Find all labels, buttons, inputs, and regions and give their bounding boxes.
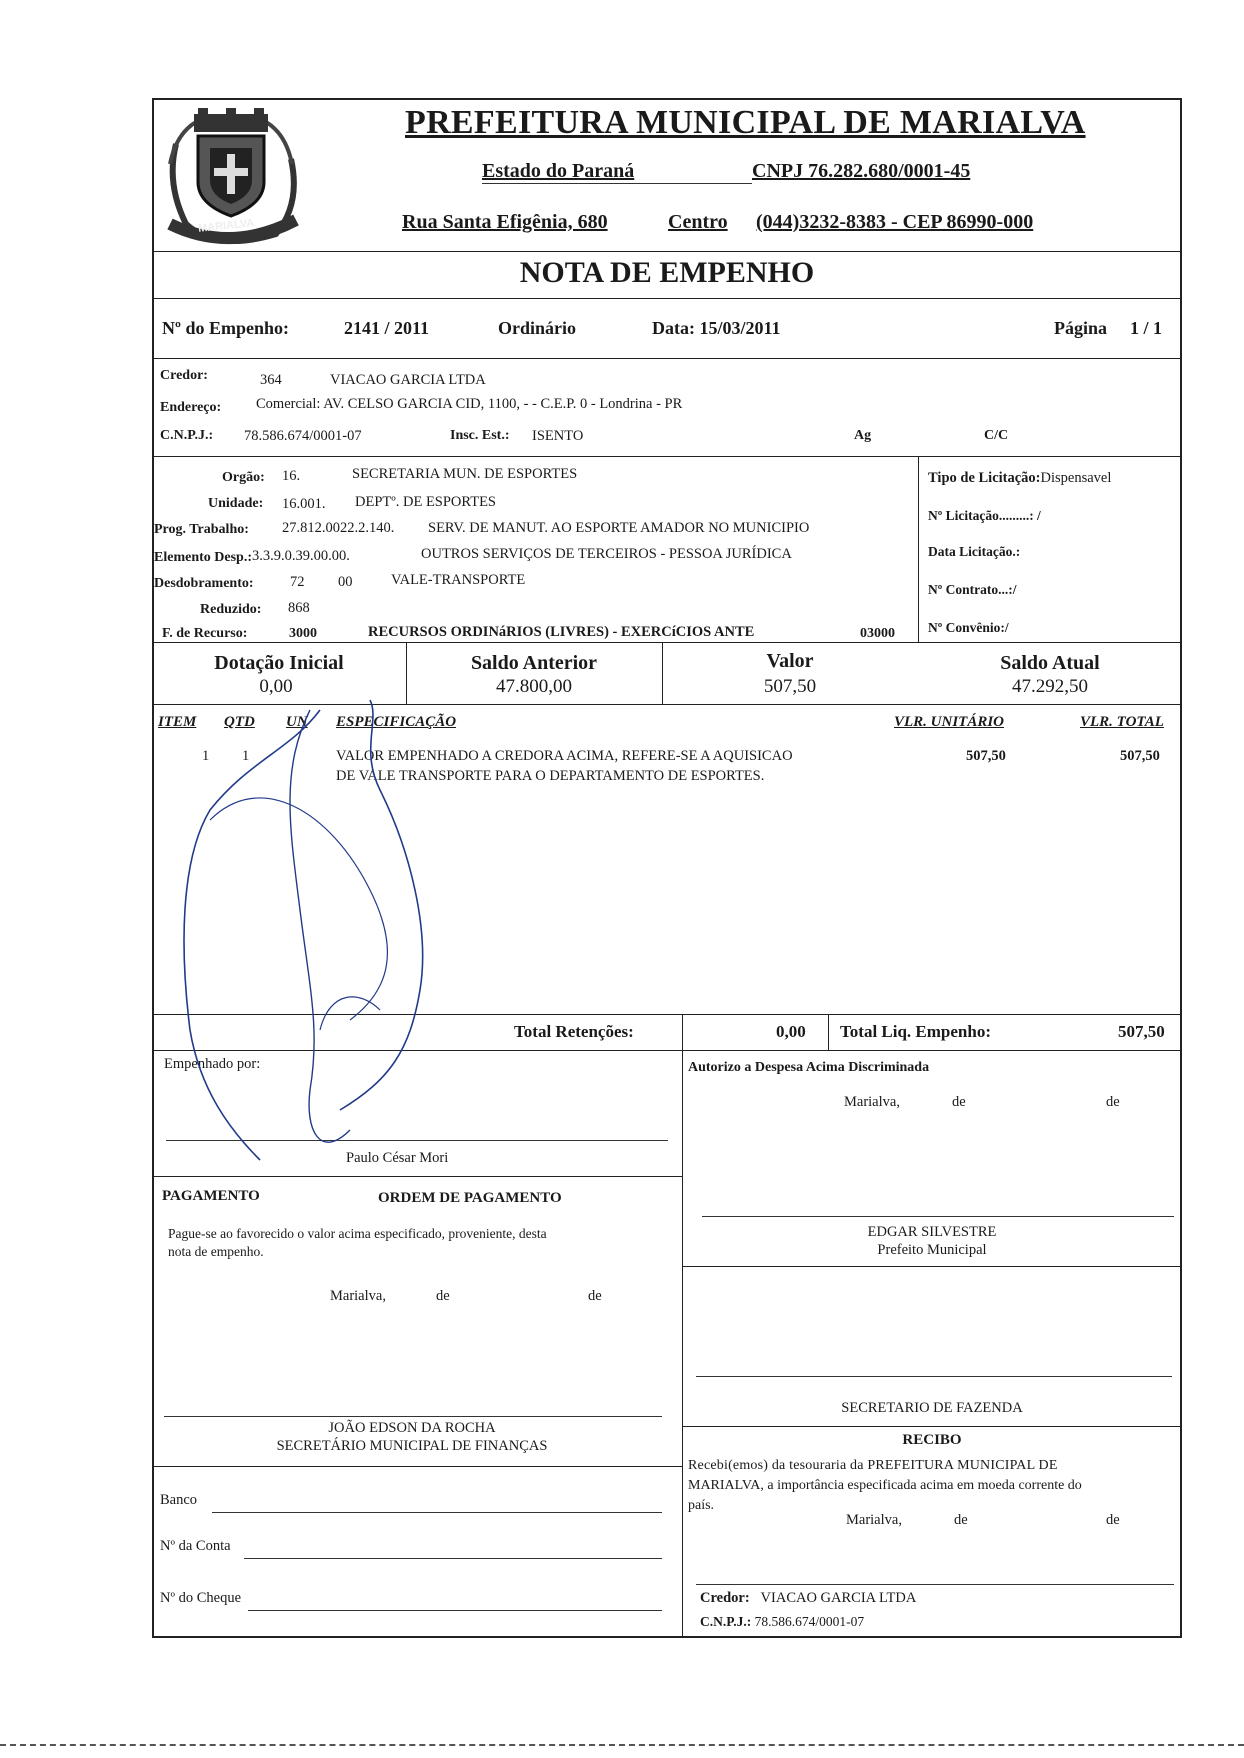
document-title: NOTA DE EMPENHO [519, 256, 815, 289]
address-label: Endereço: [160, 400, 222, 415]
pagamento-text-line-1: Pague-se ao favorecido o valor acima especificado, proveniente, desta [168, 1226, 547, 1241]
divider [828, 1014, 829, 1050]
elemento-label: Elemento Desp.: [154, 550, 252, 565]
org-address: Rua Santa Efigênia, 680 [402, 211, 608, 233]
recibo-credor [700, 1590, 916, 1607]
empenho-number: 2141 / 2011 [344, 318, 430, 338]
saldo-atual-value: 47.292,50 [1012, 676, 1088, 697]
pagamento-de-1: de [436, 1288, 450, 1304]
divider [918, 456, 919, 642]
credor-name: VIACAO GARCIA LTDA [330, 372, 486, 388]
saldo-atual-label: Saldo Atual [1000, 652, 1100, 674]
divider [682, 1266, 1182, 1267]
numero-convenio: Nº Convênio:/ [928, 620, 1009, 635]
fonte-recurso-label: F. de Recurso: [162, 626, 248, 641]
recibo-cnpj-value: 78.586.674/0001-07 [754, 1614, 865, 1629]
seal-banner-text: MARIALVA [197, 217, 255, 235]
divider [152, 298, 1182, 299]
divider [152, 1466, 682, 1467]
total-retencoes-label: Total Retenções: [514, 1022, 634, 1041]
numero-contrato: Nº Contrato...:/ [928, 582, 1017, 597]
org-district: Centro [668, 211, 728, 233]
divider [152, 1176, 682, 1177]
credor-cnpj: 78.586.674/0001-07 [244, 428, 362, 444]
saldo-anterior-value: 47.800,00 [496, 676, 572, 697]
desdobramento-name: VALE-TRANSPORTE [391, 572, 526, 588]
empenhado-signer: Paulo César Mori [346, 1150, 449, 1166]
prefeito-signature-line [702, 1216, 1174, 1217]
pagamento-city: Marialva, [330, 1288, 386, 1304]
recibo-text-line-3: país. [688, 1498, 715, 1513]
column-qtd: QTD [224, 714, 255, 730]
unidade-name: DEPTº. DE ESPORTES [355, 494, 496, 510]
credor-label: Credor: [160, 368, 208, 383]
tipo-licitacao-label: Tipo de Licitação: [928, 470, 1041, 486]
row-item: 1 [202, 748, 210, 764]
dotacao-inicial-value: 0,00 [259, 676, 293, 697]
reduzido-code: 868 [288, 600, 310, 616]
recibo-title: RECIBO [902, 1432, 962, 1448]
recibo-credor-name: VIACAO GARCIA LTDA [760, 1590, 917, 1606]
numero-cheque-label: Nº do Cheque [160, 1590, 242, 1606]
empenho-type: Ordinário [498, 318, 577, 338]
empenho-date: Data: 15/03/2011 [652, 318, 781, 338]
orgao-name: SECRETARIA MUN. DE ESPORTES [352, 466, 578, 482]
row-spec-line-2: DE VALE TRANSPORTE PARA O DEPARTAMENTO DE ESPORTES. [336, 768, 765, 784]
conta-corrente-label: C/C [984, 428, 1009, 443]
recibo-cnpj-label: C.N.P.J.: [700, 1614, 752, 1629]
elemento-name: OUTROS SERVIÇOS DE TERCEIROS - PESSOA JURÍDICA [421, 546, 792, 562]
credor-code: 364 [260, 372, 282, 388]
fonte-recurso-name: RECURSOS ORDINáRIOS (LIVRES) - EXERCíCIOS ANTE [368, 624, 755, 640]
column-valor-total: VLR. TOTAL [1080, 714, 1164, 730]
recibo-credor-label: Credor: [700, 1590, 750, 1606]
autorizo-city: Marialva, [844, 1094, 900, 1110]
total-liquido-value: 507,50 [1118, 1022, 1165, 1041]
recibo-cnpj [700, 1614, 864, 1630]
prefeito-name: EDGAR SILVESTRE [867, 1224, 997, 1240]
banco-label: Banco [160, 1492, 198, 1508]
desdobramento-label: Desdobramento: [154, 576, 254, 591]
orgao-label: Orgão: [222, 470, 265, 485]
tipo-licitacao [928, 470, 1111, 487]
total-retencoes-value: 0,00 [776, 1022, 806, 1041]
valor-label: Valor [766, 650, 814, 672]
municipal-seal-logo [156, 104, 306, 256]
pagamento-label: PAGAMENTO [162, 1188, 260, 1204]
dotacao-inicial-label: Dotação Inicial [214, 652, 344, 674]
valor-value: 507,50 [763, 676, 817, 697]
autorizo-label: Autorizo a Despesa Acima Discriminada [688, 1060, 930, 1075]
insc-label: Insc. Est.: [450, 428, 510, 443]
autorizo-de-2: de [1106, 1094, 1120, 1110]
prog-trabalho-code: 27.812.0022.2.140. [282, 520, 395, 536]
column-valor-unitario: VLR. UNITÁRIO [894, 714, 1005, 730]
unidade-label: Unidade: [208, 496, 264, 511]
page-edge-line [0, 1744, 1244, 1746]
row-total-value: 507,50 [1120, 748, 1160, 764]
unidade-code: 16.001. [282, 496, 326, 512]
prog-trabalho-label: Prog. Trabalho: [154, 522, 249, 537]
secretario-fazenda-role: SECRETARIO DE FAZENDA [841, 1400, 1023, 1416]
data-licitacao: Data Licitação.: [928, 544, 1021, 559]
divider [152, 642, 1182, 643]
numero-conta-field[interactable] [244, 1558, 662, 1559]
numero-cheque-field[interactable] [248, 1610, 662, 1611]
secretario-financas-name: JOÃO EDSON DA ROCHA [328, 1420, 496, 1436]
page-label: Página [1054, 318, 1108, 338]
cnpj-label: C.N.P.J.: [160, 428, 214, 443]
column-especificacao: ESPECIFICAÇÃO [336, 714, 457, 730]
prefeito-role: Prefeito Municipal [877, 1242, 987, 1258]
tipo-licitacao-value: Dispensavel [1040, 470, 1112, 486]
page-number: 1 / 1 [1130, 318, 1163, 338]
recibo-text-line-2: MARIALVA, a importância especificada acima em moeda corrente do [688, 1478, 1082, 1493]
recibo-city: Marialva, [846, 1512, 902, 1528]
secretario-financas-signature-line [164, 1416, 662, 1417]
row-unit-value: 507,50 [966, 748, 1006, 764]
secretario-fazenda-signature-line [696, 1376, 1172, 1377]
recibo-de-1: de [954, 1512, 968, 1528]
orgao-code: 16. [282, 468, 301, 484]
row-spec-line-1: VALOR EMPENHADO A CREDORA ACIMA, REFERE-SE A AQUISICAO [336, 748, 793, 764]
divider [682, 1050, 683, 1638]
empenho-number-label: Nº do Empenho: [162, 318, 289, 338]
ordem-pagamento-label: ORDEM DE PAGAMENTO [378, 1190, 562, 1206]
org-phone-cep: (044)3232-8383 - CEP 86990-000 [756, 211, 1034, 233]
numero-licitacao: Nº Licitação.........: / [928, 508, 1041, 523]
fonte-recurso-code: 3000 [289, 626, 317, 641]
state-name: Estado do Paraná [482, 160, 635, 182]
pagamento-text-line-2: nota de empenho. [168, 1244, 264, 1259]
recibo-signature-line [696, 1584, 1174, 1585]
divider [682, 1014, 683, 1050]
saldo-anterior-label: Saldo Anterior [470, 652, 598, 674]
secretario-financas-role: SECRETÁRIO MUNICIPAL DE FINANÇAS [276, 1438, 548, 1454]
numero-conta-label: Nº da Conta [160, 1538, 231, 1554]
credor-insc: ISENTO [532, 428, 584, 444]
org-cnpj: CNPJ 76.282.680/0001-45 [752, 160, 971, 182]
desdobramento-code-b: 00 [338, 574, 353, 590]
column-item: ITEM [158, 714, 197, 730]
column-un: UN [286, 714, 308, 730]
pagamento-de-2: de [588, 1288, 602, 1304]
org-name: PREFEITURA MUNICIPAL DE MARIALVA [405, 104, 1086, 141]
divider [152, 456, 1182, 457]
credor-address: Comercial: AV. CELSO GARCIA CID, 1100, - - C.E.P. 0 - Londrina - PR [256, 396, 683, 412]
row-qtd: 1 [242, 748, 250, 764]
fonte-recurso-code-2: 03000 [860, 626, 895, 641]
recibo-de-2: de [1106, 1512, 1120, 1528]
autorizo-de-1: de [952, 1094, 966, 1110]
state-underline-gap [482, 183, 752, 184]
total-liquido-label: Total Liq. Empenho: [840, 1022, 991, 1041]
reduzido-label: Reduzido: [200, 602, 262, 617]
divider [152, 251, 1182, 252]
agencia-label: Ag [854, 428, 872, 443]
recibo-text-line-1: Recebi(emos) da tesouraria da PREFEITURA MUNICIPAL DE [688, 1458, 1058, 1473]
banco-field[interactable] [212, 1512, 662, 1513]
desdobramento-code-a: 72 [290, 574, 305, 590]
divider [152, 358, 1182, 359]
prog-trabalho-name: SERV. DE MANUT. AO ESPORTE AMADOR NO MUNICIPIO [428, 520, 810, 536]
empenhado-por-label: Empenhado por: [164, 1056, 261, 1072]
divider [682, 1426, 1182, 1427]
handwritten-signature [170, 690, 470, 1170]
elemento-code: 3.3.9.0.39.00.00. [252, 548, 350, 564]
